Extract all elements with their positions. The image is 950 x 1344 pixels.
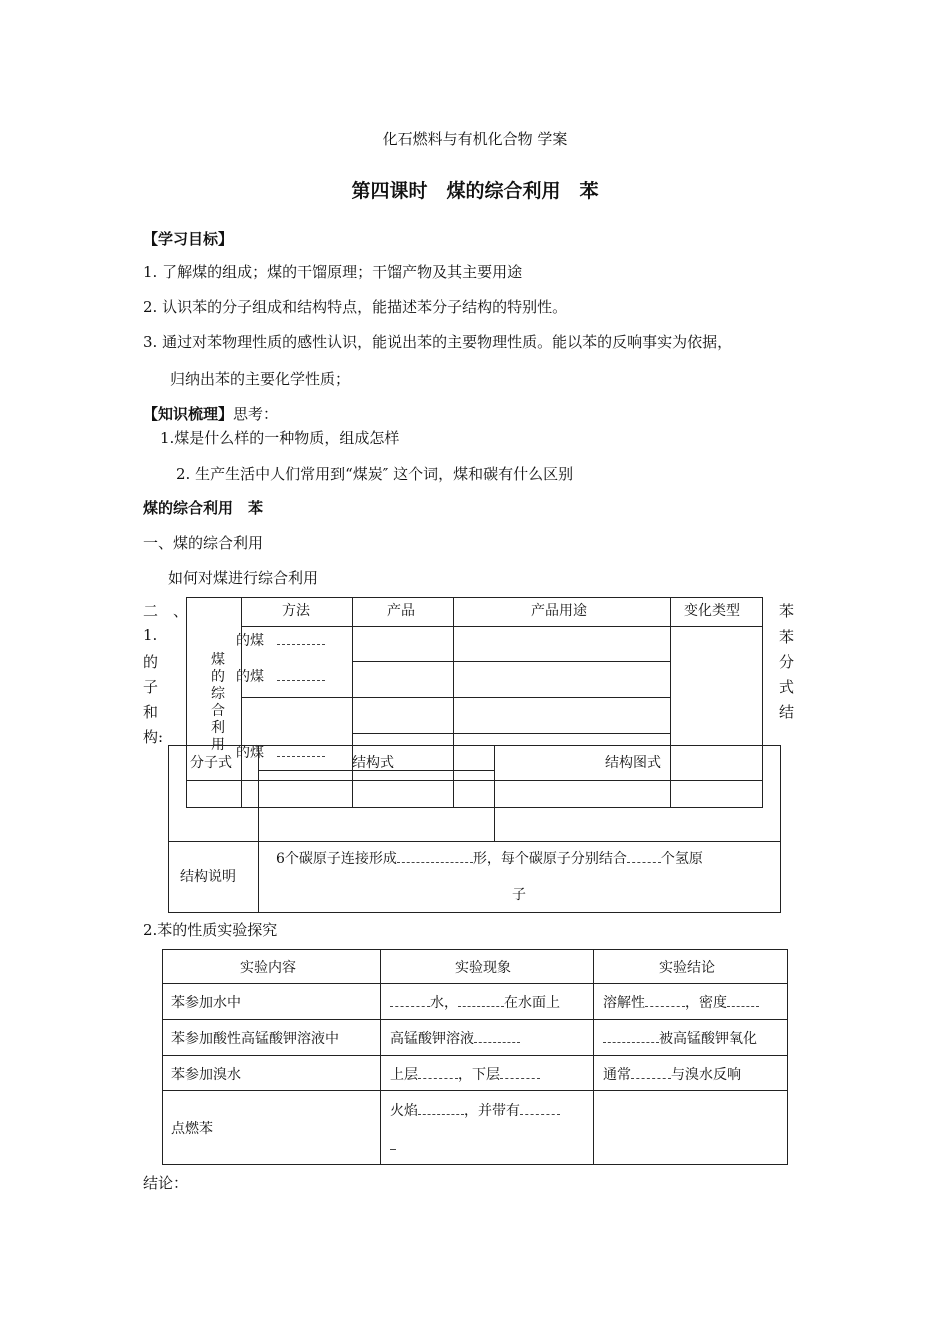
goal-item-3-cont: 归纳出苯的主要化学性质； xyxy=(170,370,351,388)
review-question-1: 1.煤是什么样的一种物质，组成怎样 xyxy=(160,429,400,447)
coal-header-product: 产品 xyxy=(387,603,415,619)
coal-row-2: 的煤 xyxy=(236,666,325,686)
exp-header-content: 实验内容 xyxy=(240,960,296,976)
document-title: 第四课时 煤的综合利用 苯 xyxy=(351,180,599,202)
review-heading: 【知识梳理】 xyxy=(143,405,234,423)
coal-header-use: 产品用途 xyxy=(531,603,587,619)
exp-row-2-observation: 高锰酸钾溶液 xyxy=(390,1028,520,1048)
document-subtitle: 化石燃料与有机化合物 学案 xyxy=(382,130,568,148)
part2-fragment: 苯 xyxy=(779,628,795,646)
part1-heading: 一、煤的综合利用 xyxy=(143,534,264,552)
formula-label: 分子式 xyxy=(190,755,232,771)
review-heading-line xyxy=(143,403,278,424)
exp-row-4-content: 点燃苯 xyxy=(171,1121,213,1137)
exp-row-1-content: 苯参加水中 xyxy=(171,995,241,1011)
structure-desc-text-cont: 子 xyxy=(512,887,526,903)
structure-desc-text: 6个碳原子连接形成 形，每个碳原子分别结合 个氢原 xyxy=(276,851,703,867)
part2-fragment: 式 xyxy=(779,678,795,696)
exp-header-observation: 实验现象 xyxy=(455,960,511,976)
goal-item-2: 2. 认识苯的分子组成和结构特点，能描述苯分子结构的特别性。 xyxy=(143,298,568,316)
exp-row-2-content: 苯参加酸性高锰酸钾溶液中 xyxy=(171,1031,339,1047)
coal-header-method: 方法 xyxy=(282,603,310,619)
exp-row-4-observation: 火焰 ，并带有 xyxy=(390,1100,560,1120)
section-title: 煤的综合利用 苯 xyxy=(143,499,264,517)
exp-row-3-content: 苯参加溴水 xyxy=(171,1067,241,1083)
exp-row-2-conclusion: 被高锰酸钾氧化 xyxy=(603,1028,757,1048)
exp-row-4-observation-cont xyxy=(390,1138,396,1154)
coal-row-1: 的煤 xyxy=(236,630,325,650)
structure-desc-label: 结构说明 xyxy=(180,869,236,885)
experiments-title: 2.苯的性质实验探究 xyxy=(143,921,278,939)
goal-item-1: 1. 了解煤的组成；煤的干馏原理；干馏产物及其主要用途 xyxy=(143,263,523,281)
structural-formula-label: 结构式 xyxy=(352,755,394,771)
coal-row-3: 的煤 xyxy=(236,742,325,762)
part2-fragment: 二 、 xyxy=(143,602,189,620)
exp-row-1-conclusion: 溶解性 ，密度 xyxy=(603,992,759,1012)
goal-item-3: 3. 通过对苯物理性质的感性认识，能说出苯的主要物理性质。能以苯的反响事实为依据， xyxy=(143,333,733,351)
structure-diagram-label: 结构图式 xyxy=(605,755,661,771)
experiments-table-border xyxy=(162,949,788,1165)
part2-fragment: 结 xyxy=(779,703,795,721)
part2-fragment: 苯 xyxy=(779,602,795,620)
experiments-conclusion: 结论： xyxy=(143,1174,189,1192)
exp-header-conclusion: 实验结论 xyxy=(659,960,715,976)
coal-table-side-label: 煤的综合利用 xyxy=(211,652,225,753)
exp-row-3-conclusion: 通常 与溴水反响 xyxy=(603,1067,741,1083)
part2-fragment: 和 xyxy=(143,703,159,721)
part2-fragment: 的 xyxy=(143,653,159,671)
part2-fragment: 1. xyxy=(143,626,158,644)
part2-fragment: 子 xyxy=(143,678,159,696)
goals-heading: 【学习目标】 xyxy=(143,230,234,248)
part2-fragment: 构: xyxy=(143,728,164,746)
part1-question: 如何对煤进行综合利用 xyxy=(168,569,319,587)
exp-row-3-observation: 上层 ，下层 xyxy=(390,1064,540,1084)
review-think: 思考： xyxy=(233,405,279,423)
part2-fragment: 分 xyxy=(779,653,795,671)
coal-header-change-type: 变化类型 xyxy=(684,603,740,619)
exp-row-1-observation: 水， 在水面上 xyxy=(390,992,560,1012)
review-question-2: 2. 生产生活中人们常用到“煤炭″ 这个词，煤和碳有什么区别 xyxy=(176,465,574,483)
